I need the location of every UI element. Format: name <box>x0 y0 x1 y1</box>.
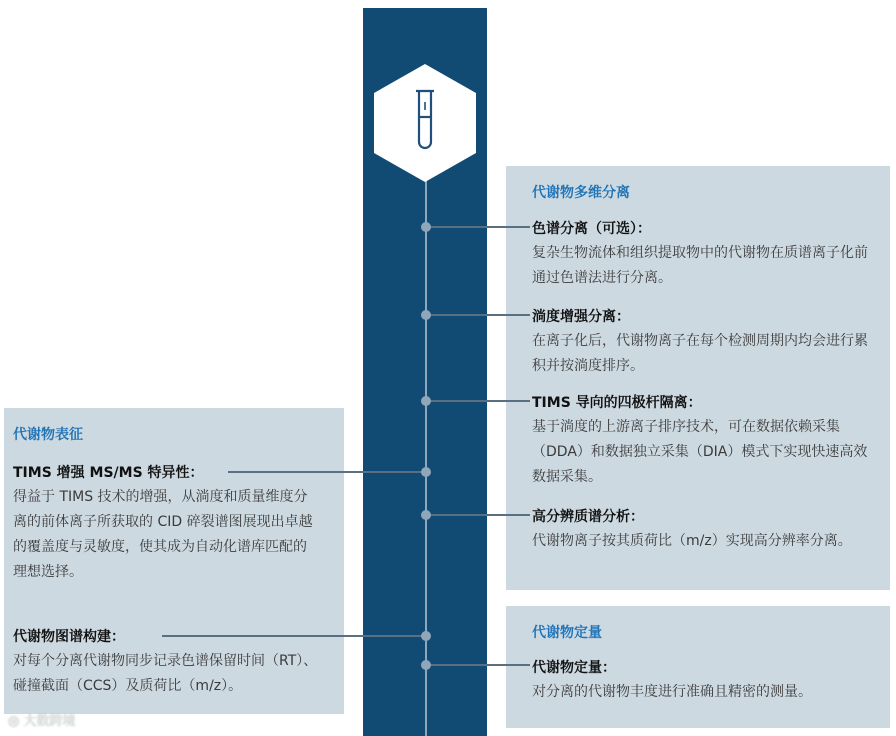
separation-title: 代谢物多维分离 <box>532 185 630 201</box>
connector-line <box>162 635 424 637</box>
connector-line <box>430 664 530 666</box>
timeline-line <box>425 180 427 736</box>
connector-line <box>430 314 530 316</box>
characterization-item-body: 对每个分离代谢物同步记录色谱保留时间（RT）、碰撞截面（CCS）及质荷比（m/z）。 <box>13 653 318 694</box>
watermark-text: 大数跨境 <box>23 714 76 729</box>
watermark <box>8 710 76 729</box>
separation-item-title: TIMS 导向的四极杆隔离： <box>532 395 702 411</box>
separation-item-title: 淌度增强分离： <box>532 309 630 325</box>
connector-line <box>430 514 530 516</box>
timeline-node <box>421 396 431 406</box>
connector-line <box>430 226 530 228</box>
timeline-node <box>421 510 431 520</box>
characterization-item-title: 代谢物图谱构建： <box>13 629 125 645</box>
connector-line <box>430 400 530 402</box>
timeline-node <box>421 222 431 232</box>
timeline-node <box>421 467 431 477</box>
timeline-node <box>421 310 431 320</box>
quantification-title: 代谢物定量 <box>532 625 602 641</box>
quantification-item-title: 代谢物定量： <box>532 660 616 676</box>
connector-line <box>228 471 424 473</box>
quantification-item-body: 对分离的代谢物丰度进行准确且精密的测量。 <box>532 684 812 700</box>
separation-item-body: 在离子化后，代谢物离子在每个检测周期内均会进行累积并按淌度排序。 <box>532 333 868 374</box>
separation-item-body: 基于淌度的上游离子排序技术，可在数据依赖采集（DDA）和数据独立采集（DIA）模式下实现快速高效数据采集。 <box>532 419 868 485</box>
watermark-logo-icon: ◎ <box>8 714 24 729</box>
hexagon-badge <box>374 64 476 182</box>
separation-item-title: 高分辨质谱分析： <box>532 509 644 525</box>
timeline-node <box>421 660 431 670</box>
characterization-title: 代谢物表征 <box>13 427 83 443</box>
timeline-node <box>421 631 431 641</box>
separation-item-title: 色谱分离（可选）： <box>532 221 651 237</box>
separation-item-body: 复杂生物流体和组织提取物中的代谢物在质谱离子化前通过色谱法进行分离。 <box>532 245 868 286</box>
characterization-item-title: TIMS 增强 MS/MS 特异性： <box>13 465 204 481</box>
separation-item-body: 代谢物离子按其质荷比（m/z）实现高分辨率分离。 <box>532 533 852 549</box>
characterization-item-body: 得益于 TIMS 技术的增强，从淌度和质量维度分离的前体离子所获取的 CID 碎裂谱图展现出卓越的覆盖度与灵敏度，使其成为自动化谱库匹配的理想选择。 <box>13 489 313 580</box>
